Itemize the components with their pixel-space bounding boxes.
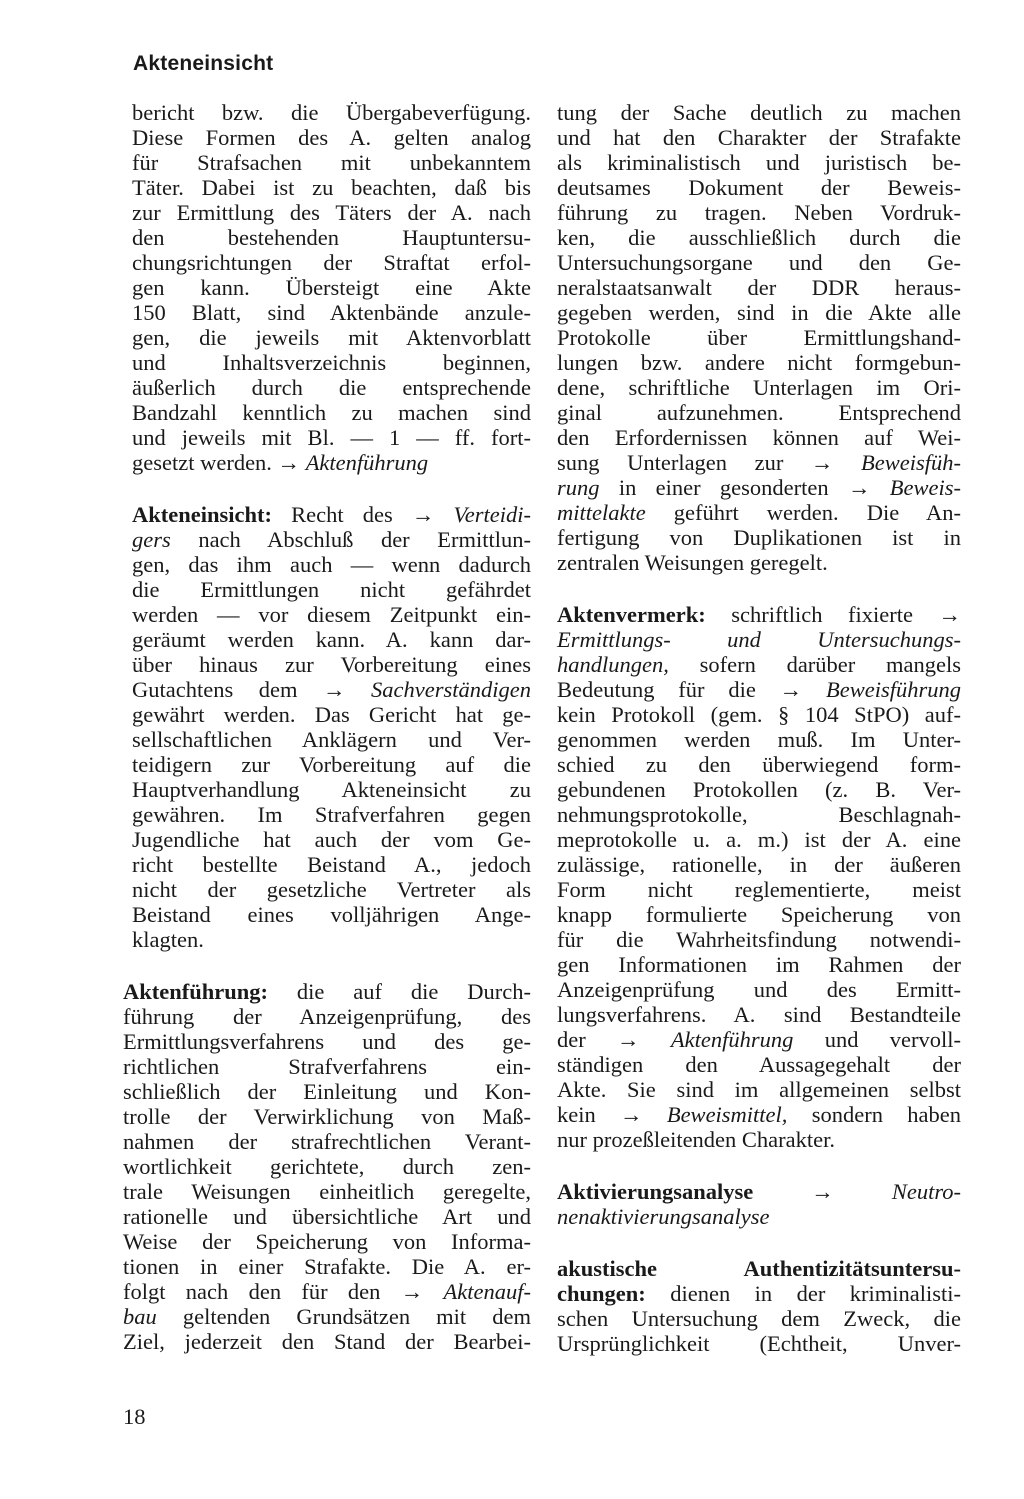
- body-text: neralstaatsanwalt der DDR heraus-: [557, 275, 961, 300]
- text-line: [557, 550, 961, 575]
- text-line: [123, 979, 531, 1004]
- text-line: [123, 375, 531, 400]
- text-line: [557, 877, 961, 902]
- body-text: gesetzt werden. →: [132, 450, 306, 475]
- body-text: ginal aufzunehmen. Entsprechend: [557, 400, 961, 425]
- body-text: für die Wahrheitsfindung notwendi-: [557, 927, 961, 952]
- body-text: meprotokolle u. a. m.) ist der A. eine: [557, 827, 961, 852]
- body-text: geltenden Grundsätzen mit dem: [156, 1304, 531, 1329]
- body-text: schriftlich fixierte →: [705, 602, 961, 627]
- text-line: [123, 702, 531, 727]
- right-column: [557, 100, 961, 1356]
- text-line: [557, 325, 961, 350]
- page-number: 18: [123, 1404, 146, 1429]
- body-text: und hat den Charakter der Strafakte: [557, 125, 961, 150]
- body-text: sondern haben: [787, 1102, 961, 1127]
- text-line: [123, 902, 531, 927]
- text-line: [123, 1229, 531, 1254]
- body-text: schließlich der Einleitung und Kon-: [123, 1079, 531, 1104]
- body-text: nicht der gesetzliche Vertreter als: [132, 877, 531, 902]
- text-line: [123, 1079, 531, 1104]
- text-line: [557, 375, 961, 400]
- text-line: [123, 175, 531, 200]
- body-text: bericht bzw. die Übergabeverfügung.: [132, 100, 531, 125]
- body-text: gewähren. Im Strafverfahren gegen: [132, 802, 531, 827]
- paragraph-gap: [123, 475, 531, 502]
- body-text: führung zu tragen. Neben Vordruk-: [557, 200, 961, 225]
- cross-reference: nenaktivierungsanalyse: [557, 1204, 770, 1229]
- body-text: nur prozeßleitenden Charakter.: [557, 1127, 836, 1152]
- body-text: Ursprünglichkeit (Echtheit, Unver-: [557, 1331, 961, 1356]
- body-text: die Ermittlungen nicht gefährdet: [132, 577, 531, 602]
- body-text: dene, schriftliche Unterlagen im Ori-: [557, 375, 961, 400]
- body-text: →: [753, 1179, 892, 1204]
- body-text: den Erfordernissen können auf Wei-: [557, 425, 961, 450]
- text-line: [123, 325, 531, 350]
- body-text: als kriminalistisch und juristisch be-: [557, 150, 961, 175]
- text-line: [557, 200, 961, 225]
- text-line: [123, 527, 531, 552]
- cross-reference: bau: [123, 1304, 157, 1329]
- text-line: [557, 225, 961, 250]
- cross-reference: Beweisfüh-: [861, 450, 961, 475]
- text-line: [557, 652, 961, 677]
- text-line: [123, 1129, 531, 1154]
- cross-reference: rung: [557, 475, 600, 500]
- body-text: geräumt werden kann. A. kann dar-: [132, 627, 531, 652]
- text-line: [557, 752, 961, 777]
- text-line: [123, 200, 531, 225]
- left-column: [123, 100, 531, 1354]
- text-line: [123, 552, 531, 577]
- text-line: [123, 300, 531, 325]
- body-text: Bandzahl kenntlich zu machen sind: [132, 400, 531, 425]
- entry-headword: akustische Authentizitätsuntersu-: [557, 1256, 961, 1281]
- body-text: 150 Blatt, sind Aktenbände anzule-: [132, 300, 531, 325]
- body-text: Akte. Sie sind im allgemeinen selbst: [557, 1077, 961, 1102]
- body-text: rationelle und übersichtliche Art und: [123, 1204, 531, 1229]
- cross-reference: Ermittlungs- und Untersuchungs-: [557, 627, 961, 652]
- body-text: schen Untersuchung dem Zweck, die: [557, 1306, 961, 1331]
- body-text: Beistand eines volljährigen Ange-: [132, 902, 531, 927]
- body-text: lungsverfahrens. A. sind Bestandteile: [557, 1002, 961, 1027]
- body-text: kein →: [557, 1102, 667, 1127]
- text-line: [557, 952, 961, 977]
- text-line: [557, 927, 961, 952]
- text-line: [557, 727, 961, 752]
- text-line: [557, 1179, 961, 1204]
- body-text: Weise der Speicherung von Informa-: [123, 1229, 531, 1254]
- body-text: zur Ermittlung des Täters der A. nach: [132, 200, 531, 225]
- cross-reference: Beweis-: [889, 475, 961, 500]
- body-text: tung der Sache deutlich zu machen: [557, 100, 961, 125]
- text-line: [123, 425, 531, 450]
- text-line: [557, 1204, 961, 1229]
- text-line: [557, 1102, 961, 1127]
- text-line: [557, 1281, 961, 1306]
- body-text: schied zu den überwiegend form-: [557, 752, 961, 777]
- text-line: [123, 125, 531, 150]
- body-text: Untersuchungsorgane und den Ge-: [557, 250, 961, 275]
- entry-headword: Aktivierungsanalyse: [557, 1179, 754, 1204]
- body-text: äußerlich durch die entsprechende: [132, 375, 531, 400]
- text-line: [123, 1004, 531, 1029]
- entry-headword: Akteneinsicht:: [132, 502, 272, 527]
- body-text: für Strafsachen mit unbekanntem: [132, 150, 531, 175]
- text-line: [123, 777, 531, 802]
- text-line: [557, 1002, 961, 1027]
- text-line: [557, 100, 961, 125]
- body-text: richtlichen Strafverfahrens ein-: [123, 1054, 531, 1079]
- body-text: Gutachtens dem →: [132, 677, 372, 702]
- text-line: [557, 250, 961, 275]
- body-text: Jugendliche hat auch der vom Ge-: [132, 827, 531, 852]
- text-line: [123, 852, 531, 877]
- body-text: geführt werden. Die An-: [645, 500, 961, 525]
- body-text: nach Abschluß der Ermittlun-: [170, 527, 531, 552]
- text-line: [123, 1029, 531, 1054]
- text-line: [123, 1054, 531, 1079]
- text-line: [123, 652, 531, 677]
- paragraph-gap: [557, 1229, 961, 1256]
- body-text: führung der Anzeigenprüfung, des: [123, 1004, 531, 1029]
- text-line: [557, 677, 961, 702]
- text-line: [123, 577, 531, 602]
- text-line: [557, 1256, 961, 1281]
- text-line: [123, 802, 531, 827]
- body-text: chungsrichtungen der Straftat erfol-: [132, 250, 531, 275]
- running-head: Akteneinsicht: [133, 52, 274, 75]
- body-text: über hinaus zur Vorbereitung eines: [132, 652, 531, 677]
- body-text: Anzeigenprüfung und des Ermitt-: [557, 977, 961, 1002]
- body-text: und Inhaltsverzeichnis beginnen,: [132, 350, 531, 375]
- text-line: [123, 150, 531, 175]
- body-text: teidigern zur Vorbereitung auf die: [132, 752, 531, 777]
- text-line: [557, 802, 961, 827]
- text-line: [557, 300, 961, 325]
- text-line: [123, 400, 531, 425]
- body-text: Täter. Dabei ist zu beachten, daß bis: [132, 175, 531, 200]
- body-text: Recht des →: [272, 502, 454, 527]
- body-text: Bedeutung für die →: [557, 677, 826, 702]
- text-line: [557, 827, 961, 852]
- body-text: zulässige, rationelle, in der äußeren: [557, 852, 961, 877]
- body-text: sung Unterlagen zur →: [557, 450, 862, 475]
- text-line: [123, 502, 531, 527]
- body-text: den bestehenden Hauptuntersu-: [132, 225, 531, 250]
- body-text: dienen in der kriminalisti-: [645, 1281, 961, 1306]
- body-text: folgt nach den für den →: [123, 1279, 444, 1304]
- body-text: klagten.: [132, 927, 204, 952]
- body-text: und jeweils mit Bl. — 1 — ff. fort-: [132, 425, 531, 450]
- cross-reference: gers: [132, 527, 171, 552]
- body-text: richt bestellte Beistand A., jedoch: [132, 852, 531, 877]
- body-text: ken, die ausschließlich durch die: [557, 225, 961, 250]
- text-line: [123, 350, 531, 375]
- text-line: [557, 1306, 961, 1331]
- body-text: Ziel, jederzeit den Stand der Bearbei-: [123, 1329, 531, 1354]
- text-line: [557, 275, 961, 300]
- text-line: [123, 877, 531, 902]
- text-line: [123, 450, 531, 475]
- body-text: der →: [557, 1027, 671, 1052]
- body-text: ständigen den Aussagegehalt der: [557, 1052, 961, 1077]
- text-line: [557, 627, 961, 652]
- body-text: gen Informationen im Rahmen der: [557, 952, 961, 977]
- body-text: gen, das ihm auch — wenn dadurch: [132, 552, 531, 577]
- text-line: [557, 777, 961, 802]
- body-text: werden — vor diesem Zeitpunkt ein-: [132, 602, 531, 627]
- body-text: Form nicht reglementierte, meist: [557, 877, 961, 902]
- text-line: [123, 1179, 531, 1204]
- cross-reference: Aktenführung: [305, 450, 429, 475]
- text-line: [123, 727, 531, 752]
- body-text: sofern darüber mangels: [668, 652, 961, 677]
- text-line: [123, 225, 531, 250]
- text-line: [123, 627, 531, 652]
- body-text: gegeben werden, sind in die Akte alle: [557, 300, 961, 325]
- text-line: [123, 1104, 531, 1129]
- text-line: [123, 752, 531, 777]
- body-text: trale Weisungen einheitlich geregelte,: [123, 1179, 531, 1204]
- text-line: [557, 525, 961, 550]
- text-line: [123, 927, 531, 952]
- body-text: lungen bzw. andere nicht formgebun-: [557, 350, 961, 375]
- entry-headword: Aktenvermerk:: [557, 602, 706, 627]
- text-line: [557, 150, 961, 175]
- text-line: [557, 125, 961, 150]
- body-text: nehmungsprotokolle, Beschlagnah-: [557, 802, 961, 827]
- text-line: [123, 602, 531, 627]
- text-line: [557, 350, 961, 375]
- text-line: [557, 852, 961, 877]
- body-text: und vervoll-: [793, 1027, 961, 1052]
- body-text: trolle der Verwirklichung von Maß-: [123, 1104, 531, 1129]
- text-line: [123, 250, 531, 275]
- body-text: Hauptverhandlung Akteneinsicht zu: [132, 777, 531, 802]
- body-text: gebundenen Protokollen (z. B. Ver-: [557, 777, 961, 802]
- body-text: kein Protokoll (gem. § 104 StPO) auf-: [557, 702, 961, 727]
- body-text: deutsames Dokument der Beweis-: [557, 175, 961, 200]
- text-line: [557, 1052, 961, 1077]
- body-text: fertigung von Duplikationen ist in: [557, 525, 961, 550]
- cross-reference: handlungen,: [557, 652, 669, 677]
- body-text: genommen werden muß. Im Unter-: [557, 727, 961, 752]
- body-text: sellschaftlichen Anklägern und Ver-: [132, 727, 531, 752]
- body-text: gen kann. Übersteigt eine Akte: [132, 275, 531, 300]
- text-line: [557, 1331, 961, 1356]
- text-line: [557, 602, 961, 627]
- cross-reference: Sachverständigen: [371, 677, 531, 702]
- body-text: Ermittlungsverfahrens und des ge-: [123, 1029, 531, 1054]
- text-line: [557, 977, 961, 1002]
- body-text: nahmen der strafrechtlichen Verant-: [123, 1129, 531, 1154]
- paragraph-gap: [557, 575, 961, 602]
- body-text: zentralen Weisungen geregelt.: [557, 550, 828, 575]
- text-line: [123, 1254, 531, 1279]
- cross-reference: Aktenauf-: [443, 1279, 531, 1304]
- text-line: [557, 1077, 961, 1102]
- text-line: [557, 1027, 961, 1052]
- body-text: Diese Formen des A. gelten analog: [132, 125, 531, 150]
- text-line: [123, 1204, 531, 1229]
- text-line: [123, 1279, 531, 1304]
- body-text: die auf die Durch-: [268, 979, 531, 1004]
- text-line: [557, 475, 961, 500]
- body-text: Protokolle über Ermittlungshand-: [557, 325, 961, 350]
- body-text: gewährt werden. Das Gericht hat ge-: [132, 702, 531, 727]
- entry-headword: chungen:: [557, 1281, 646, 1306]
- cross-reference: Aktenführung: [670, 1027, 794, 1052]
- body-text: tionen in einer Strafakte. Die A. er-: [123, 1254, 531, 1279]
- body-text: in einer gesonderten →: [599, 475, 890, 500]
- text-line: [123, 100, 531, 125]
- body-text: knapp formulierte Speicherung von: [557, 902, 961, 927]
- text-line: [557, 902, 961, 927]
- cross-reference: Beweismittel,: [666, 1102, 788, 1127]
- text-line: [123, 1154, 531, 1179]
- body-text: wortlichkeit gerichtete, durch zen-: [123, 1154, 531, 1179]
- text-line: [123, 275, 531, 300]
- body-text: gen, die jeweils mit Aktenvorblatt: [132, 325, 531, 350]
- entry-headword: Aktenführung:: [123, 979, 269, 1004]
- paragraph-gap: [557, 1152, 961, 1179]
- text-line: [557, 450, 961, 475]
- paragraph-gap: [123, 952, 531, 979]
- text-line: [557, 702, 961, 727]
- text-line: [557, 425, 961, 450]
- text-line: [123, 827, 531, 852]
- text-line: [123, 677, 531, 702]
- cross-reference: Neutro-: [891, 1179, 961, 1204]
- text-line: [557, 1127, 961, 1152]
- cross-reference: Verteidi-: [453, 502, 531, 527]
- text-line: [123, 1304, 531, 1329]
- text-line: [123, 1329, 531, 1354]
- text-line: [557, 500, 961, 525]
- text-line: [557, 400, 961, 425]
- cross-reference: mittelakte: [557, 500, 646, 525]
- cross-reference: Beweisführung: [826, 677, 961, 702]
- text-line: [557, 175, 961, 200]
